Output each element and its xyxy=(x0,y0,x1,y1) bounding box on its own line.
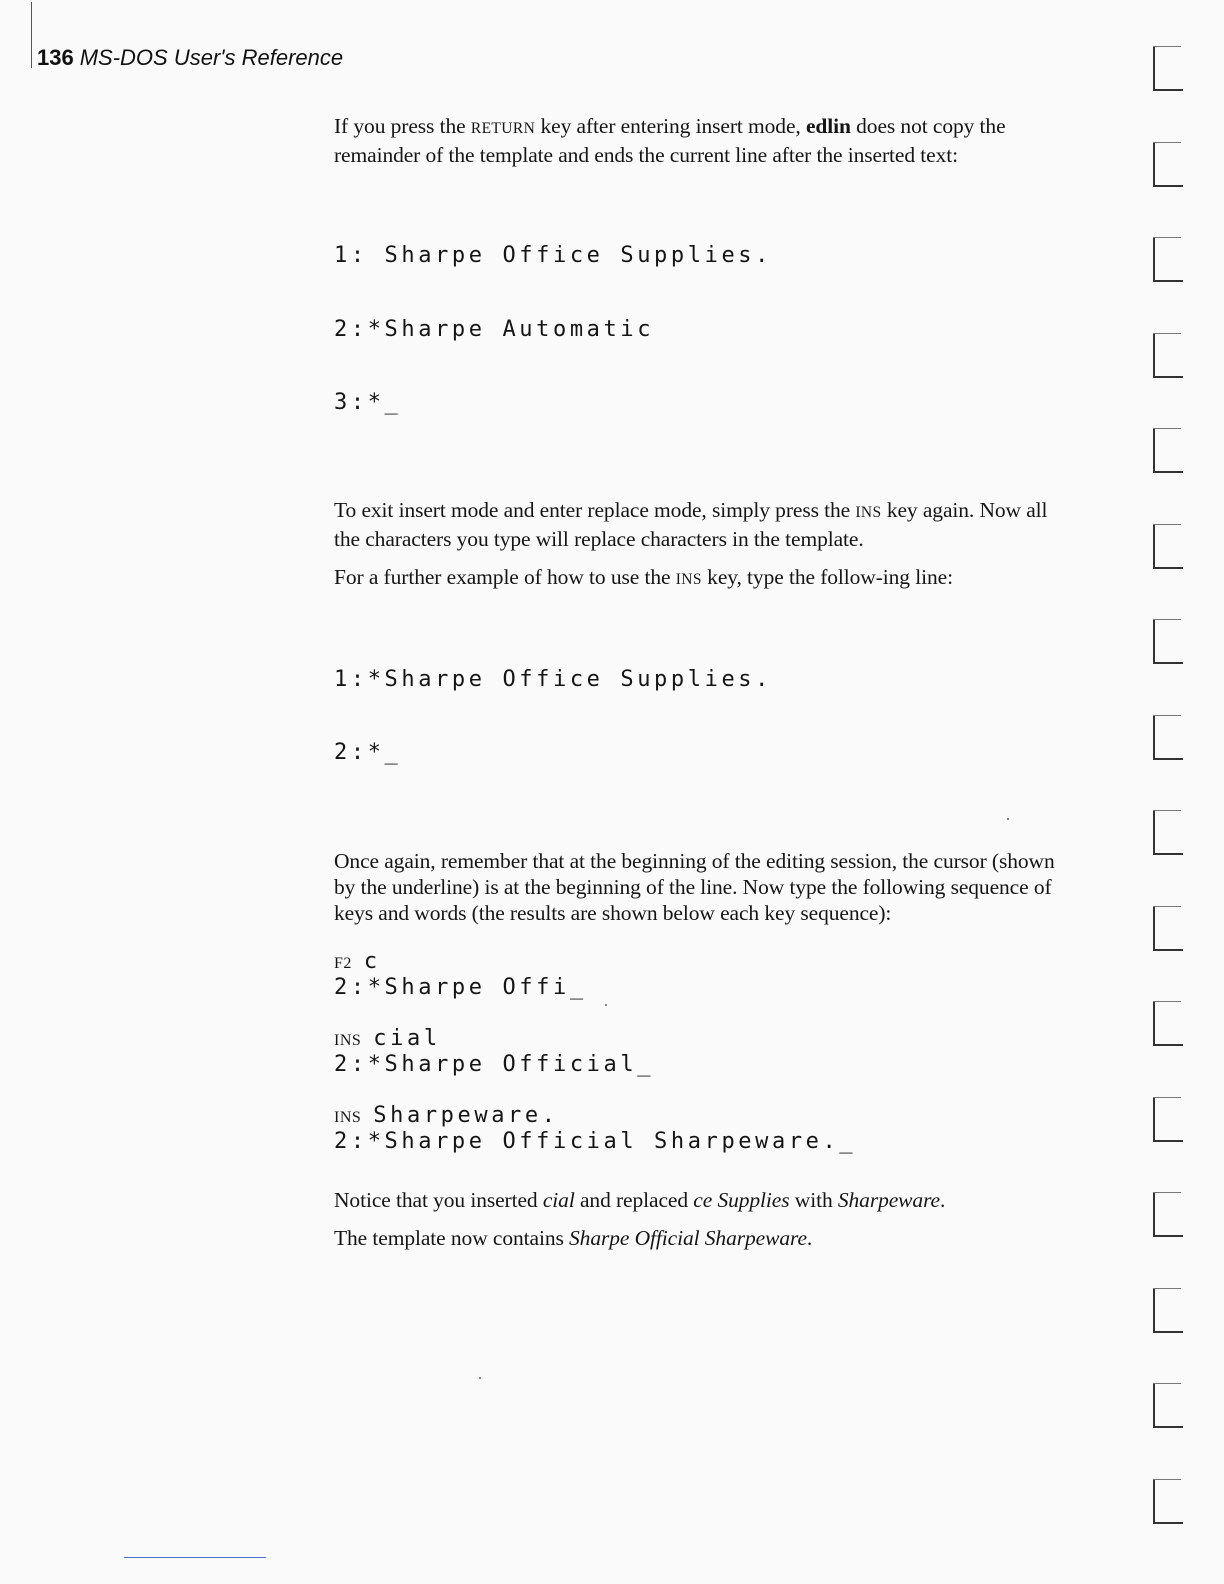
tab-mark xyxy=(1153,906,1183,950)
tab-mark-stroke xyxy=(1153,471,1183,473)
key-name: INS xyxy=(334,1031,362,1049)
tab-mark-stroke xyxy=(1153,1288,1155,1332)
typed-text: cial xyxy=(373,1025,441,1051)
tab-mark xyxy=(1153,1192,1183,1236)
tab-mark-stroke xyxy=(1153,1044,1183,1046)
tab-mark-stroke xyxy=(1153,1097,1181,1098)
scan-speck xyxy=(605,1004,607,1006)
tab-mark-stroke xyxy=(1153,1097,1155,1141)
tab-mark-stroke xyxy=(1153,1426,1183,1428)
text: and replaced xyxy=(574,1187,694,1212)
tab-mark-stroke xyxy=(1153,428,1155,472)
paragraph-once-again: Once again, remember that at the beginning of the editing session, the cursor (shown by the underline) is at the beginning of the line. Now type the following sequence of keys and words (the results are shown below each key sequence): xyxy=(334,848,1055,925)
paragraph-replace-mode xyxy=(334,497,1074,552)
text: key again. Now all the characters you type will replace characters in the template. xyxy=(334,497,1048,551)
tab-mark-stroke xyxy=(1153,89,1183,91)
tab-mark-stroke xyxy=(1153,524,1181,525)
key-name: F2 xyxy=(334,954,352,972)
tab-mark-stroke xyxy=(1153,237,1155,281)
code-line: 1: Sharpe Office Supplies. xyxy=(334,243,772,268)
text: Notice that you inserted xyxy=(334,1187,543,1212)
tab-mark-stroke xyxy=(1153,715,1155,759)
paragraph-further-example xyxy=(334,564,1074,593)
tab-mark-stroke xyxy=(1153,1192,1181,1193)
key-name-ins: INS xyxy=(855,503,882,521)
tab-mark-stroke xyxy=(1153,142,1181,143)
tab-mark-stroke xyxy=(1153,810,1155,854)
key-input-line xyxy=(334,1104,1074,1131)
tab-mark-stroke xyxy=(1153,567,1183,569)
text: . xyxy=(806,1225,813,1250)
key-sequence-list xyxy=(334,950,1074,1155)
tab-mark-stroke xyxy=(1153,142,1155,186)
tab-mark-stroke xyxy=(1153,1235,1183,1237)
tab-mark xyxy=(1153,1383,1183,1427)
text: with xyxy=(789,1187,838,1212)
tab-mark-stroke xyxy=(1153,376,1183,378)
page-body xyxy=(334,110,1074,1251)
result-line: 2:*Sharpe Offi_ xyxy=(334,975,587,1000)
paragraph-template-contains xyxy=(334,1225,1074,1251)
tab-mark-stroke xyxy=(1153,1331,1183,1333)
code-example-1 xyxy=(334,195,1074,465)
tab-mark-stroke xyxy=(1153,1001,1181,1002)
text: If you press the xyxy=(334,114,471,138)
tab-mark-stroke xyxy=(1153,237,1181,238)
scan-speck xyxy=(1007,818,1009,820)
text: The template now contains xyxy=(334,1225,570,1250)
tab-mark-stroke xyxy=(1153,1522,1183,1524)
code-line: 2:*_ xyxy=(334,740,402,765)
footer-rule xyxy=(124,1557,266,1558)
scan-speck xyxy=(479,1377,481,1379)
key-input-line xyxy=(334,1027,1074,1054)
italic-term: ce Supplies xyxy=(693,1187,790,1212)
tab-mark xyxy=(1153,237,1183,281)
text: does not copy the remainder of the template and ends the current line after the inserted text: xyxy=(334,114,1006,167)
tab-mark-stroke xyxy=(1153,906,1155,950)
code-example-2 xyxy=(334,619,1074,815)
tab-mark-stroke xyxy=(1153,715,1181,716)
key-sequence xyxy=(334,950,1074,1001)
code-line: 2:*Sharpe Automatic xyxy=(334,316,655,342)
tab-mark-stroke xyxy=(1153,46,1181,47)
book-title: MS-DOS User's Reference xyxy=(79,45,344,70)
italic-term: cial xyxy=(542,1187,575,1212)
key-sequence xyxy=(334,1027,1074,1078)
tab-mark xyxy=(1153,524,1183,568)
tab-mark-stroke xyxy=(1153,333,1155,377)
key-name-return: RETURN xyxy=(470,120,536,137)
tab-mark-stroke xyxy=(1153,1001,1155,1045)
italic-term: Sharpeware xyxy=(837,1187,940,1212)
key-input-line xyxy=(334,950,1074,977)
tab-mark-stroke xyxy=(1153,949,1183,951)
page-number: 136 xyxy=(37,45,74,70)
tab-mark xyxy=(1153,333,1183,377)
binding-rule xyxy=(31,2,32,68)
key-name: INS xyxy=(334,1108,362,1126)
text: To exit insert mode and enter replace mode, simply press the xyxy=(334,497,856,522)
tab-mark xyxy=(1153,1479,1183,1523)
tab-mark-stroke xyxy=(1153,1383,1155,1427)
tab-mark-stroke xyxy=(1153,1140,1183,1142)
tab-mark-stroke xyxy=(1153,1479,1155,1523)
tab-mark-stroke xyxy=(1153,280,1183,282)
tab-mark-stroke xyxy=(1153,1479,1181,1480)
tab-mark-stroke xyxy=(1153,1192,1155,1236)
code-line: 3:*_ xyxy=(334,390,402,415)
tab-mark-stroke xyxy=(1153,906,1181,907)
tab-mark xyxy=(1153,1001,1183,1045)
tab-mark-stroke xyxy=(1153,524,1155,568)
tab-mark xyxy=(1153,810,1183,854)
tab-mark-stroke xyxy=(1153,428,1181,429)
typed-text: Sharpeware. xyxy=(373,1102,559,1128)
text: For a further example of how to use the xyxy=(334,564,676,589)
tab-mark xyxy=(1153,46,1183,90)
command-name: edlin xyxy=(805,114,851,138)
typed-text: c xyxy=(363,948,381,974)
text: key after entering insert mode, xyxy=(535,114,806,138)
tab-mark-stroke xyxy=(1153,333,1181,334)
text: . xyxy=(940,1187,946,1212)
text: key, type the follow-ing line: xyxy=(701,564,953,589)
running-header xyxy=(37,45,343,71)
result-line: 2:*Sharpe Official_ xyxy=(334,1052,655,1077)
tab-mark xyxy=(1153,428,1183,472)
tab-mark-stroke xyxy=(1153,853,1183,855)
tab-mark xyxy=(1153,1288,1183,1332)
italic-term: Sharpe Official Sharpeware xyxy=(569,1225,807,1250)
result-line: 2:*Sharpe Official Sharpeware._ xyxy=(334,1129,857,1154)
tab-mark-stroke xyxy=(1153,662,1183,664)
tab-mark-stroke xyxy=(1153,619,1181,620)
tab-mark xyxy=(1153,715,1183,759)
tab-mark-stroke xyxy=(1153,1288,1181,1289)
paragraph-return-key xyxy=(334,113,1074,168)
tab-mark-stroke xyxy=(1153,46,1155,90)
tab-mark-stroke xyxy=(1153,1383,1181,1384)
tab-mark xyxy=(1153,142,1183,186)
paragraph-notice xyxy=(334,1187,1074,1213)
tab-mark-stroke xyxy=(1153,810,1181,811)
tab-mark-stroke xyxy=(1153,185,1183,187)
tab-mark-stroke xyxy=(1153,758,1183,760)
tab-mark xyxy=(1153,619,1183,663)
tab-mark xyxy=(1153,1097,1183,1141)
code-line: 1:*Sharpe Office Supplies. xyxy=(334,666,772,692)
key-name-ins: INS xyxy=(675,570,702,588)
tab-mark-stroke xyxy=(1153,619,1155,663)
key-sequence xyxy=(334,1104,1074,1155)
